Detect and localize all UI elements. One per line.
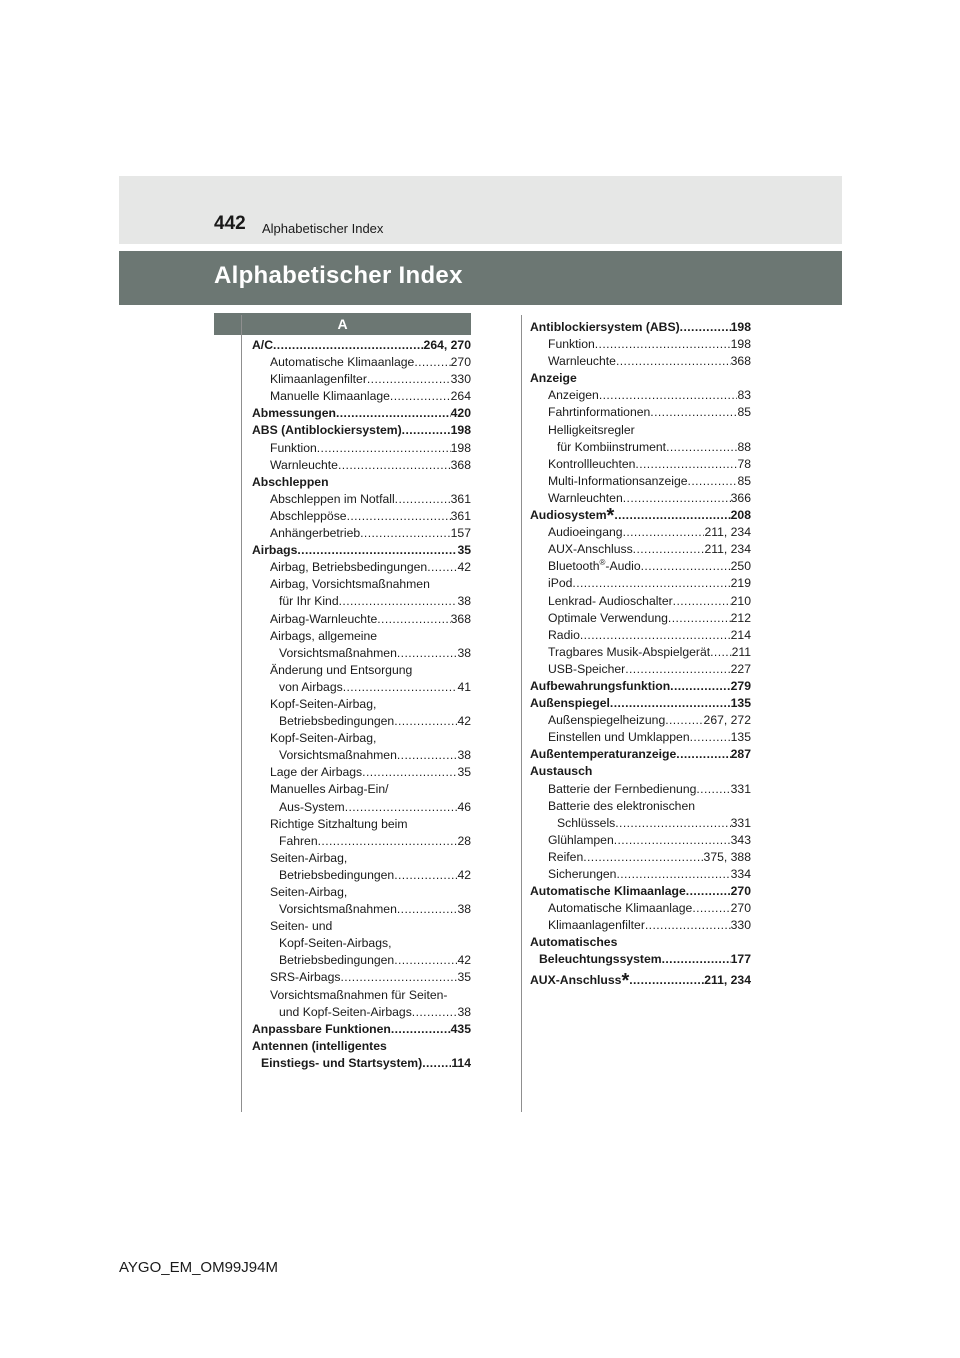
index-entry: Lenkrad- Audioschalter ..... 210 (530, 593, 751, 610)
index-entry: Aufbewahrungsfunktion ..... 279 (530, 678, 751, 695)
index-entry: Außenspiegel ..... 135 (530, 695, 751, 712)
index-subheading: Seiten-Airbag, (270, 885, 348, 899)
index-entry: für Kombiinstrument ..... 88 (530, 439, 751, 456)
index-entry: Kontrollleuchten ..... 78 (530, 456, 751, 473)
index-heading: Anzeige (530, 371, 577, 386)
index-entry: A/C ..... 264, 270 (252, 337, 471, 354)
index-subheading: Batterie des elektronischen (548, 798, 696, 813)
page-number: 442 (214, 213, 246, 234)
index-entry: Audiosystem* ..... 208 (530, 507, 751, 524)
index-entry: iPod ..... 219 (530, 575, 751, 592)
index-entry: Multi-Informationsanzeige ..... 85 (530, 473, 751, 490)
index-entry: Anzeigen ..... 83 (530, 387, 751, 404)
index-entry: Airbag-Warnleuchte ..... 368 (252, 611, 471, 628)
index-entry: Airbag, Betriebsbedingungen ..... 42 (252, 559, 471, 576)
index-heading: Austausch (530, 764, 593, 779)
index-heading: Abschleppen (252, 474, 329, 489)
index-subheading: Kopf-Seiten-Airbag, (270, 731, 377, 746)
footer-code: AYGO_EM_OM99J94M (119, 1259, 278, 1276)
index-entry: Klimaanlagenfilter ..... 330 (530, 917, 751, 934)
index-entry: Bluetooth®-Audio ..... 250 (530, 558, 751, 575)
index-subheading: Manuelles Airbag-Ein/ (270, 782, 389, 797)
index-subheading: Vorsichtsmaßnahmen für Seiten- (270, 987, 448, 1002)
index-entry: Schlüssels ..... 331 (530, 815, 751, 832)
index-entry: Reifen ..... 375, 388 (530, 849, 751, 866)
index-entry: Anpassbare Funktionen ..... 435 (252, 1021, 471, 1038)
index-entry: ABS (Antiblockiersystem) ..... 198 (252, 422, 471, 439)
index-entry: von Airbags ..... 41 (252, 679, 471, 696)
index-entry: SRS-Airbags ..... 35 (252, 969, 471, 986)
index-subheading: Richtige Sitzhaltung beim (270, 816, 408, 831)
index-entry: USB-Speicher ..... 227 (530, 661, 751, 678)
index-column-2 (530, 319, 751, 989)
index-heading: Automatisches (530, 935, 618, 950)
index-subheading: Kopf-Seiten-Airbags, (279, 936, 392, 951)
index-subheading: Seiten- und (270, 919, 333, 934)
index-entry: Manuelle Klimaanlage ..... 264 (252, 388, 471, 405)
asterisk-mark: * (621, 971, 630, 989)
registered-mark: ® (599, 558, 606, 568)
index-entry: für Ihr Kind ..... 38 (252, 593, 471, 610)
index-entry: Lage der Airbags ..... 35 (252, 764, 471, 781)
index-entry: Airbags ..... 35 (252, 542, 471, 559)
index-entry: Warnleuchte ..... 368 (530, 353, 751, 370)
index-column-1 (252, 337, 471, 1072)
index-entry: Fahrtinformationen ..... 85 (530, 404, 751, 421)
asterisk-mark: * (606, 507, 615, 525)
index-entry: Batterie der Fernbedienung ..... 331 (530, 781, 751, 798)
index-subheading: Kopf-Seiten-Airbag, (270, 696, 377, 711)
index-subheading: Änderung und Entsorgung (270, 662, 413, 677)
index-entry: AUX-Anschluss ..... 211, 234 (530, 541, 751, 558)
index-entry: und Kopf-Seiten-Airbags ..... 38 (252, 1004, 471, 1021)
index-entry: Abschleppen im Notfall ..... 361 (252, 491, 471, 508)
index-entry: Anhängerbetrieb ..... 157 (252, 525, 471, 542)
index-entry: Automatische Klimaanlage ..... 270 (530, 900, 751, 917)
index-entry: Funktion ..... 198 (530, 336, 751, 353)
index-entry: Warnleuchten ..... 366 (530, 490, 751, 507)
index-entry: Vorsichtsmaßnahmen ..... 38 (252, 747, 471, 764)
index-subheading: Airbags, allgemeine (270, 628, 378, 643)
index-heading: Antennen (intelligentes (252, 1038, 387, 1053)
index-entry: Vorsichtsmaßnahmen ..... 38 (252, 901, 471, 918)
index-entry: Automatische Klimaanlage ..... 270 (530, 883, 751, 900)
index-entry: Audioeingang ..... 211, 234 (530, 524, 751, 541)
page-title: Alphabetischer Index (214, 262, 463, 289)
index-entry: Außenspiegelheizung ..... 267, 272 (530, 712, 751, 729)
index-subheading: Airbag, Vorsichtsmaßnahmen (270, 577, 430, 592)
index-entry: Automatische Klimaanlage ..... 270 (252, 354, 471, 371)
index-entry: Außentemperaturanzeige ..... 287 (530, 746, 751, 763)
index-entry: Tragbares Musik-Abspielgerät ..... 211 (530, 644, 751, 661)
index-entry: Betriebsbedingungen ..... 42 (252, 867, 471, 884)
index-entry: Betriebsbedingungen ..... 42 (252, 713, 471, 730)
index-entry: Fahren ..... 28 (252, 833, 471, 850)
index-entry: Einstiegs- und Startsystem) ..... 114 (252, 1055, 471, 1072)
index-entry: Sicherungen ..... 334 (530, 866, 751, 883)
index-entry: Abschleppöse ..... 361 (252, 508, 471, 525)
index-entry: Radio ..... 214 (530, 627, 751, 644)
section-letter-tab: A (214, 313, 471, 335)
index-entry: AUX-Anschluss* ..... 211, 234 (530, 972, 751, 989)
index-entry: Betriebsbedingungen ..... 42 (252, 952, 471, 969)
index-subheading: Seiten-Airbag, (270, 850, 348, 865)
index-subheading: Helligkeitsregler (548, 422, 635, 437)
running-title: Alphabetischer Index (262, 221, 384, 236)
column-divider (521, 315, 522, 1112)
column-divider (241, 315, 242, 1112)
index-entry: Funktion ..... 198 (252, 440, 471, 457)
index-entry: Beleuchtungssystem ..... 177 (530, 951, 751, 968)
index-entry: Klimaanlagenfilter ..... 330 (252, 371, 471, 388)
index-entry: Glühlampen ..... 343 (530, 832, 751, 849)
index-entry: Warnleuchte ..... 368 (252, 457, 471, 474)
index-entry: Einstellen und Umklappen ..... 135 (530, 729, 751, 746)
index-entry: Optimale Verwendung ..... 212 (530, 610, 751, 627)
index-entry: Aus-System ..... 46 (252, 799, 471, 816)
index-entry: Abmessungen ..... 420 (252, 405, 471, 422)
index-entry: Antiblockiersystem (ABS) ..... 198 (530, 319, 751, 336)
index-entry: Vorsichtsmaßnahmen ..... 38 (252, 645, 471, 662)
